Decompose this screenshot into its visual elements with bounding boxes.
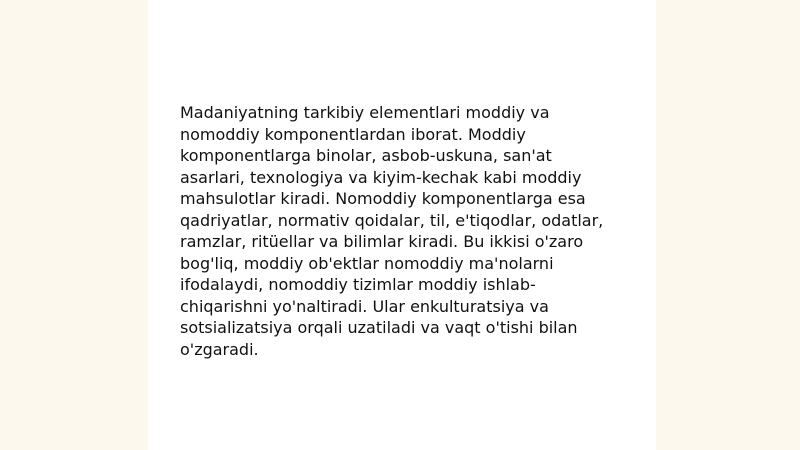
document-page [148,0,656,450]
body-paragraph: Madaniyatning tarkibiy elementlari moddiy va nomoddiy komponentlardan iborat. Moddiy komponentlarga binolar, asbob-uskuna, san'at asarlari, texnologiya va kiyim-kechak kabi moddiy mahsulotlar kiradi. Nomoddiy komponentlarga esa qadriyatlar, normativ qoidalar, til, e'tiqodlar, odatlar, ramzlar, ritüellar va bilimlar kiradi. Bu ikkisi o'zaro bog'liq, moddiy ob'ektlar nomoddiy ma'nolarni ifodalaydi, nomoddiy tizimlar moddiy ishlab- chiqarishni yo'naltiradi. Ular enkulturatsiya va sotsializatsiya orqali uzatiladi va vaqt o'tishi bilan o'zgaradi. [180,103,604,359]
